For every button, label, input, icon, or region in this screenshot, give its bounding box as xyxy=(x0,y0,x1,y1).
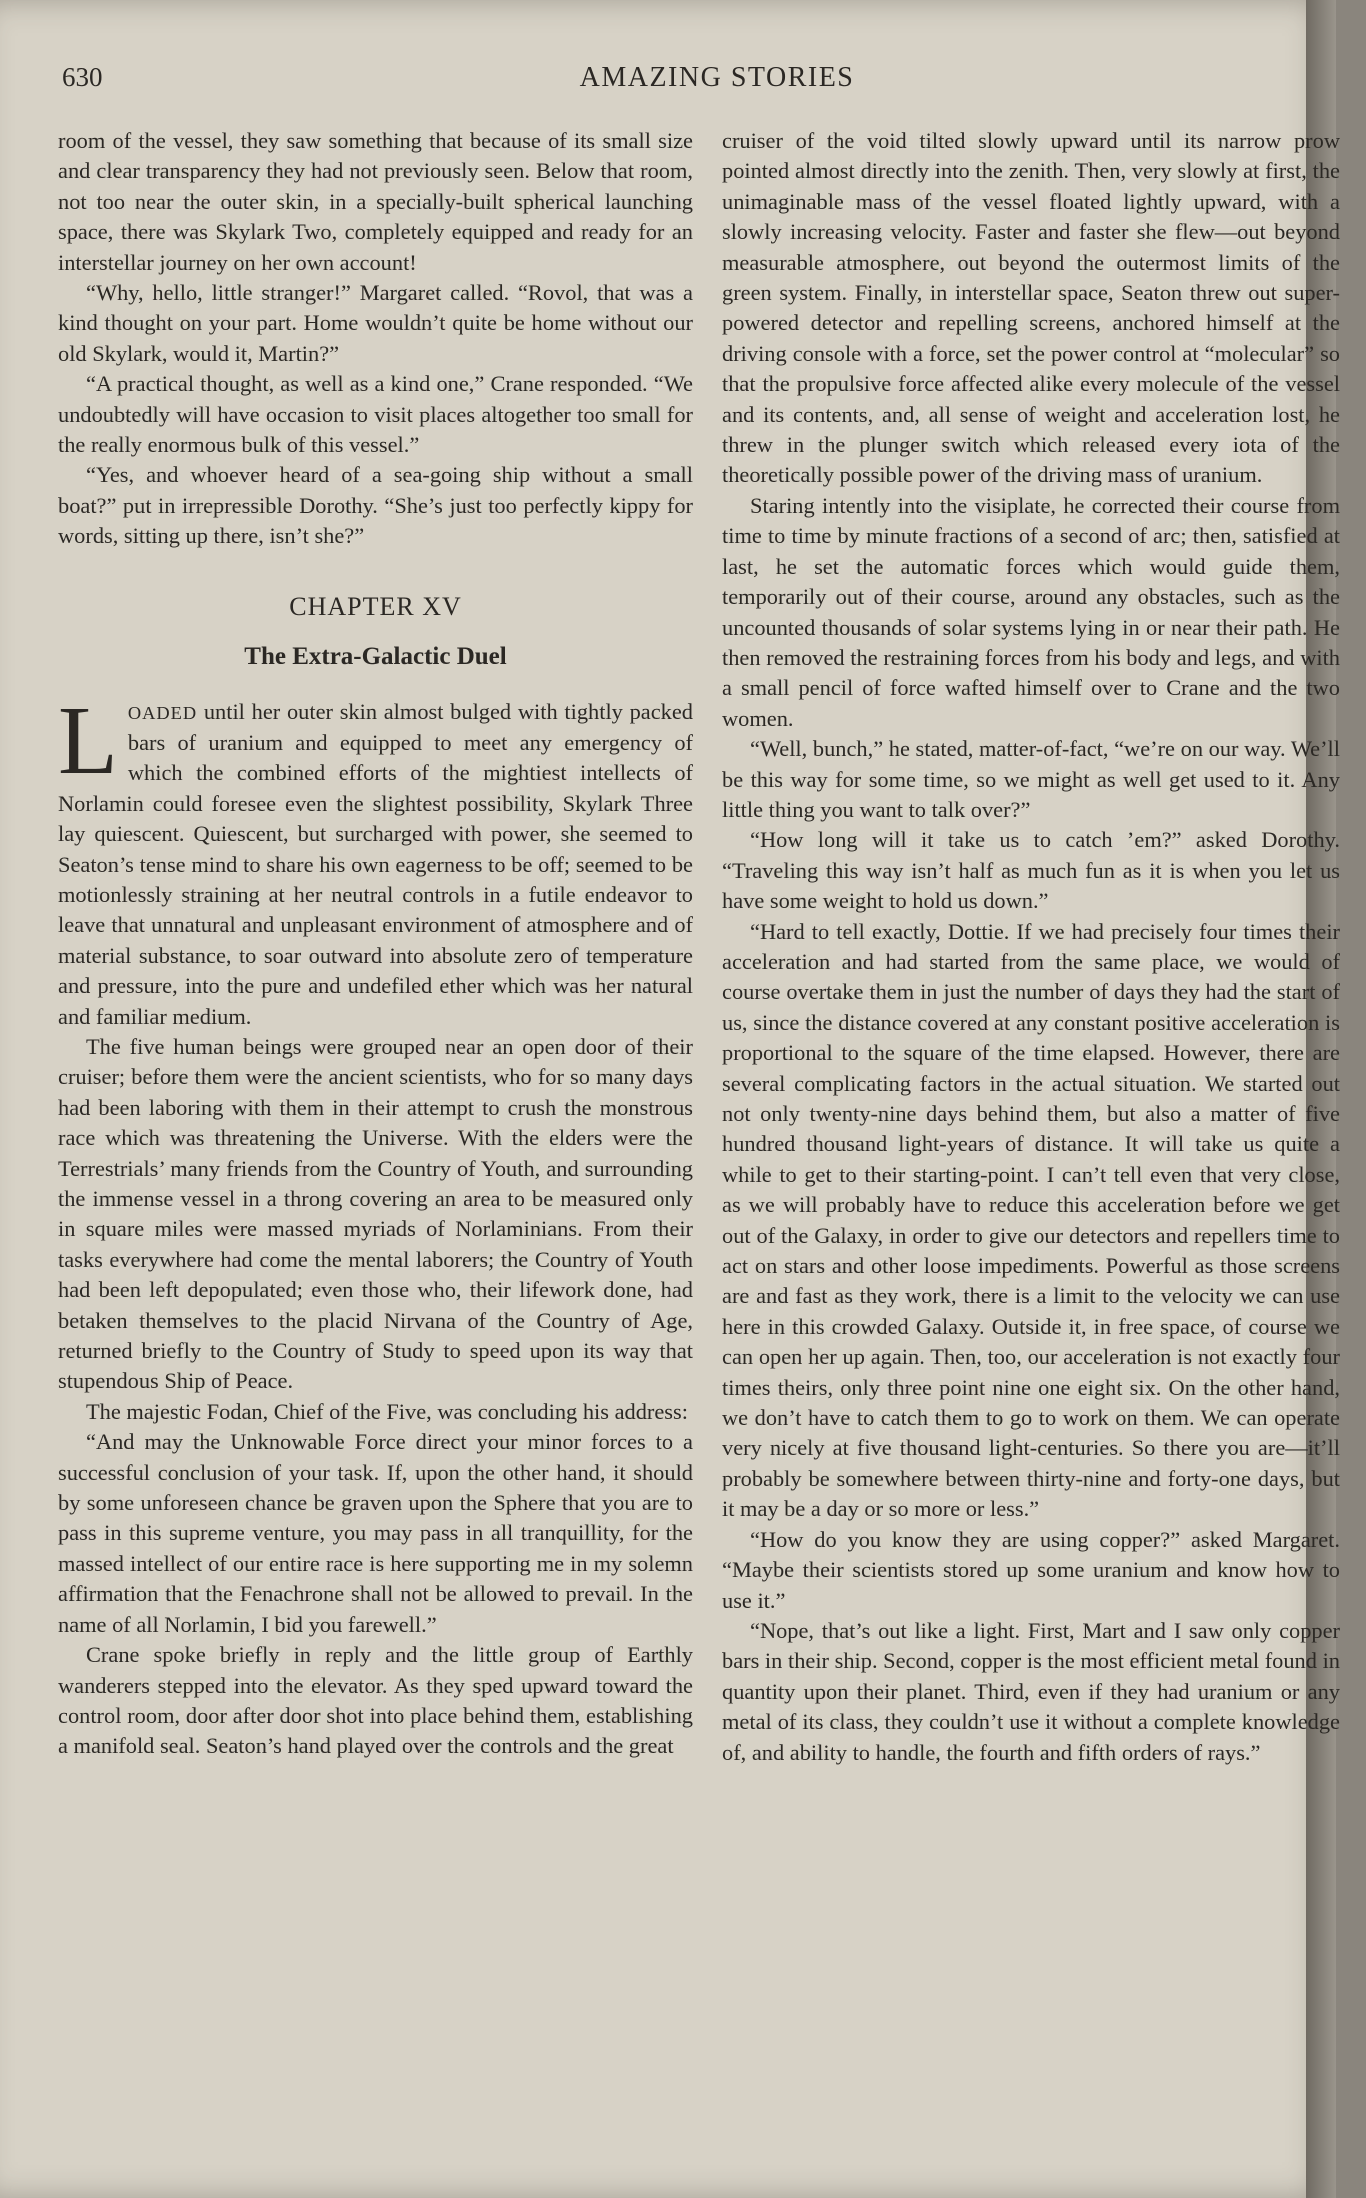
paragraph: “Why, hello, little stranger!” Margaret called. “Rovol, that was a kind thought on your part. Home wouldn’t quite be home without our old Skylark, would it, Martin?” xyxy=(58,280,693,366)
lead-in-text: OADED xyxy=(127,702,198,723)
paragraph: “Hard to tell exactly, Dottie. If we had precisely four times their acceleration and had started from the same place, we would of course overtake them in just the number of days they had the start of us, since the distance covered at any constant positive acceleration is proportional to the square of the time elapsed. However, there are several complicating factors in the actual situation. We started out not only twenty-nine days behind them, but also a matter of five hundred thousand light-years of distance. It will take us quite a while to get to their starting-point. I can’t tell even that very close, as we will probably have to reduce this acceleration before we get out of the Galaxy, in order to give our detectors and repellers time to act on stars and other loose impediments. Powerful as those screens are and fast as they work, there is a limit to the velocity we can use here in this crowded Galaxy. Outside it, in free space, of course we can open her up again. Then, too, our acceleration is not exactly four times theirs, only three point nine one eight six. On the other hand, we don’t have to catch them to go to work on them. We can operate very nicely at five thousand light-centuries. So there you are—it’ll probably be somewhere between thirty-nine and forty-one days, but it may be a day or so more or less.” xyxy=(722,918,1340,1522)
paragraph: cruiser of the void tilted slowly upward until its narrow prow pointed almost directly into the zenith. Then, very slowly at first, the unimaginable mass of the vessel floated lightly upward, with a slowly increasing velocity. Faster and faster she flew—out beyond measurable atmosphere, out beyond the outermost limits of the green system. Finally, in interstellar space, Seaton threw out super-powered detector and repelling screens, anchored himself at the driving console with a force, set the power control at “molecular” so that the propulsive force affected alike every molecule of the vessel and its contents, and, all sense of weight and acceleration lost, he threw in the plunger switch which released every iota of the theoretically possible power of the driving mass of uranium. xyxy=(722,128,1340,488)
page-header xyxy=(62,62,1302,102)
page-number: 630 xyxy=(62,62,103,92)
paragraph: “Well, bunch,” he stated, matter-of-fact, “we’re on our way. We’ll be this way for some time, so we might as well get used to it. Any little thing you want to talk over?” xyxy=(722,736,1340,822)
paragraph: Staring intently into the visiplate, he corrected their course from time to time by minute fractions of a second of arc; then, satisfied at last, he set the automatic forces which would guide them, temporarily out of their course, around any obstacles, such as the uncounted thousands of solar systems lying in or near their path. He then removed the restraining forces from his body and legs, and with a small pencil of force wafted himself over to Crane and the two women. xyxy=(722,492,1340,731)
paragraph: “And may the Unknowable Force direct your minor forces to a successful conclusion of your task. If, upon the other hand, it should by some unforeseen chance be graven upon the Sphere that you are to pass in this supreme venture, you may pass in all tranquillity, for the massed intellect of our entire race is here supporting me in my solemn affirmation that the Fenachrone shall not be allowed to prevail. In the name of all Norlamin, I bid you farewell.” xyxy=(58,1429,693,1637)
paragraph: The five human beings were grouped near an open door of their cruiser; before them were the ancient scientists, who for so many days had been laboring with them in their attempt to crush the monstrous race which was threatening the Universe. With the elders were the Terrestrials’ many friends from the Country of Youth, and surrounding the immense vessel in a throng covering an area to be measured only in square miles were massed myriads of Norlaminians. From their tasks everywhere had come the mental laborers; the Country of Youth had been left depopulated; even those who, their lifework done, had betaken themselves to the placid Nirvana of the Country of Age, returned briefly to the Country of Study to speed upon its way that stupendous Ship of Peace. xyxy=(58,1033,693,1394)
paragraph: “A practical thought, as well as a kind one,” Crane responded. “We undoubtedly will have occasion to visit places altogether too small for the really enormous bulk of this vessel.” xyxy=(58,371,693,458)
paragraph: “Nope, that’s out like a light. First, Mart and I saw only copper bars in their ship. Second, copper is the most efficient metal found in quantity upon their planet. Third, even if they had uranium or any metal of its class, they couldn’t use it without a complete knowledge of, and ability to handle, the fourth and fifth orders of rays.” xyxy=(722,1617,1340,1765)
paragraph: The majestic Fodan, Chief of the Five, was concluding his address: xyxy=(86,1398,688,1424)
chapter-subtitle: The Extra-Galactic Duel xyxy=(244,643,507,671)
paragraph: room of the vessel, they saw something that because of its small size and clear transparency they had not previously seen. Below that room, not too near the outer skin, in a specially-built spherical launching space, there was Skylark Two, completely equipped and ready for an interstellar journey on her own account! xyxy=(58,128,693,275)
opening-paragraph xyxy=(58,686,693,1032)
chapter-heading: CHAPTER XV xyxy=(289,591,462,621)
running-title: AMAZING STORIES xyxy=(579,62,855,93)
paragraph: Crane spoke briefly in reply and the little group of Earthly wanderers stepped into the elevator. As they sped upward toward the control room, door after door shot into place behind them, establishing a manifold seal. Seaton’s hand played over the controls and the great xyxy=(58,1642,693,1759)
paragraph-text: until her outer skin almost bulged with tightly packed bars of uranium and equipped to meet any emergency of which the combined efforts of the mightiest intellects of Norlamin could foresee even the slightest possibility, Skylark Three lay quiescent. Quiescent, but surcharged with power, she seemed to Seaton’s tense mind to share his own eagerness to be off; seemed to be motionlessly straining at her neutral controls in a futile endeavor to leave that unnatural and unpleasant environment of atmosphere and of material substance, to soar outward into absolute zero of temperature and pressure, into the pure and undefiled ether which was her natural and familiar medium. xyxy=(58,698,693,1029)
right-column xyxy=(722,126,1340,1768)
left-column xyxy=(58,126,693,1762)
paragraph: “How long will it take us to catch ’em?” asked Dorothy. “Traveling this way isn’t half as much fun as it is when you let us have some weight to hold us down.” xyxy=(722,827,1340,914)
paragraph: “How do you know they are using copper?” asked Margaret. “Maybe their scientists stored up some uranium and know how to use it.” xyxy=(722,1526,1340,1613)
paragraph: “Yes, and whoever heard of a sea-going ship without a small boat?” put in irrepressible Dorothy. “She’s just too perfectly kippy for words, sitting up there, isn’t she?” xyxy=(58,462,693,549)
drop-cap: L xyxy=(58,686,118,795)
